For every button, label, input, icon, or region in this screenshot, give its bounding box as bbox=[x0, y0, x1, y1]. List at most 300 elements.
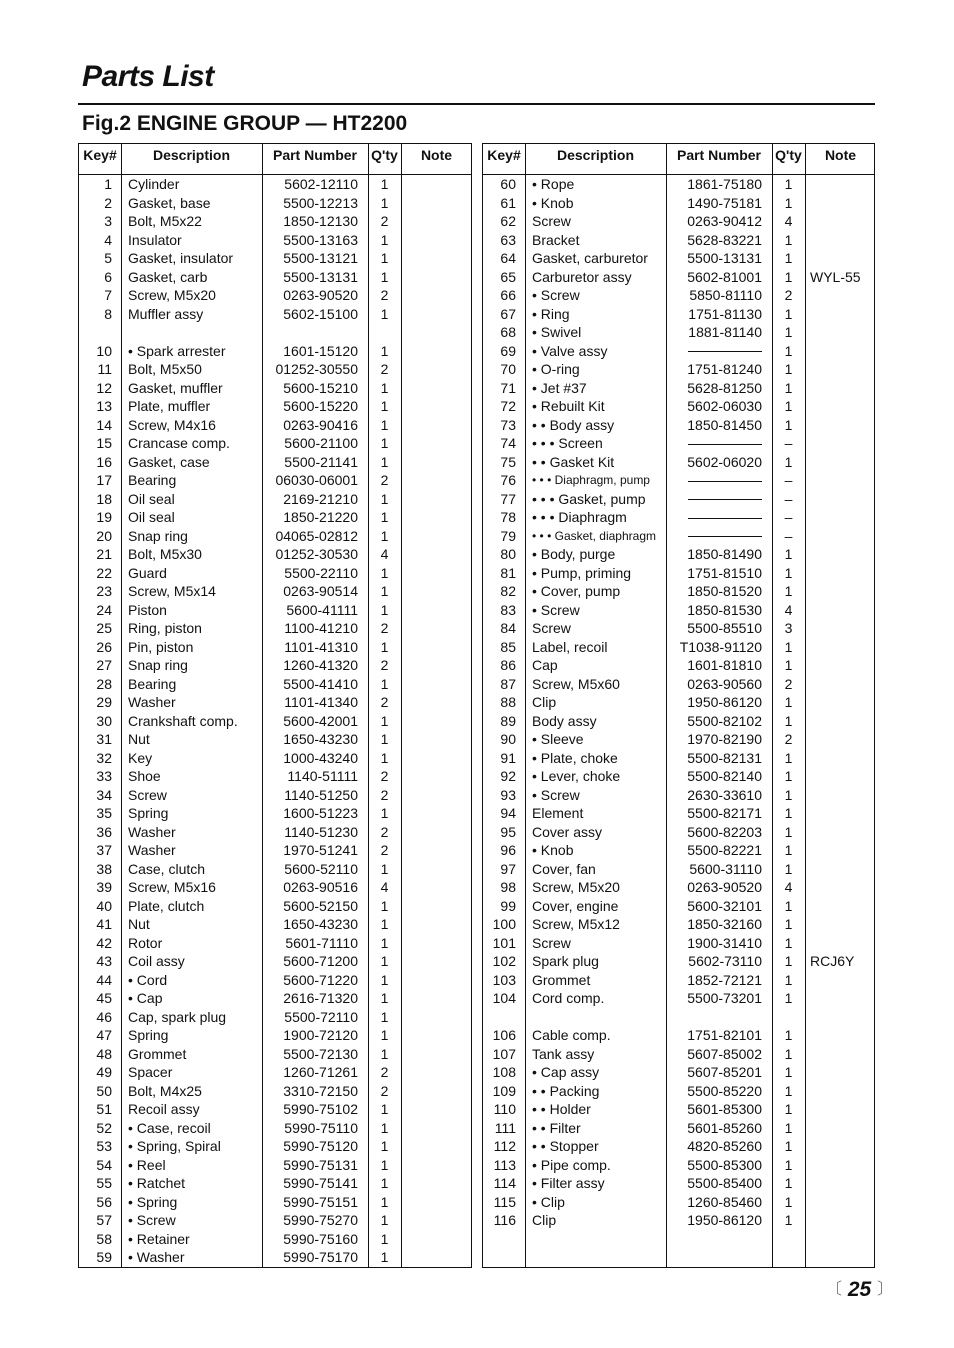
cell-key: 101 bbox=[492, 934, 516, 951]
cell-description: Plate, clutch bbox=[128, 897, 205, 914]
cell-description: Screw, M5x14 bbox=[128, 583, 216, 599]
cell-key: 104 bbox=[492, 990, 516, 1006]
cell-description: Crancase comp. bbox=[128, 435, 230, 451]
cell-part-number: 5500-85220 bbox=[687, 1082, 762, 1099]
cell-description: • • Gasket Kit bbox=[532, 453, 615, 470]
cell-quantity: 1 bbox=[380, 934, 389, 951]
parts-table-left bbox=[78, 143, 472, 1268]
cell-part-number bbox=[666, 471, 762, 490]
cell-description: • Valve assy bbox=[532, 342, 608, 359]
table-row bbox=[483, 675, 874, 694]
cell-quantity: 1 bbox=[784, 934, 793, 951]
table-row bbox=[483, 730, 874, 749]
cell-key: 108 bbox=[492, 1064, 516, 1080]
cell-part-number: 5602-06030 bbox=[687, 398, 762, 414]
cell-part-number: 5628-83221 bbox=[687, 231, 762, 248]
cell-part-number bbox=[666, 490, 762, 509]
cell-part-number: 0263-90412 bbox=[687, 213, 762, 229]
table-row bbox=[483, 712, 874, 731]
cell-note: WYL-55 bbox=[810, 268, 861, 285]
cell-key: 22 bbox=[96, 564, 112, 581]
cell-description: • Retainer bbox=[128, 1230, 190, 1247]
cell-part-number: 1260-71261 bbox=[283, 1064, 358, 1080]
cell-part-number: 3310-72150 bbox=[283, 1082, 358, 1099]
cell-quantity: 1 bbox=[380, 1119, 389, 1136]
cell-description: Spacer bbox=[128, 1064, 173, 1080]
table-row bbox=[483, 1119, 874, 1138]
cell-description: Spark plug bbox=[532, 953, 599, 969]
cell-key: 3 bbox=[104, 213, 112, 229]
cell-description: Crankshaft comp. bbox=[128, 712, 238, 729]
cell-part-number: 5990-75110 bbox=[284, 1119, 358, 1136]
cell-description: Bolt, M5x30 bbox=[128, 546, 202, 562]
cell-description: Gasket, case bbox=[128, 453, 210, 470]
cell-part-number: 1850-12130 bbox=[283, 213, 358, 229]
cell-key: 57 bbox=[96, 1212, 112, 1228]
cell-quantity: 1 bbox=[784, 564, 793, 581]
table-row bbox=[483, 1211, 874, 1230]
cell-key: 65 bbox=[500, 268, 516, 285]
cell-quantity: 1 bbox=[380, 1138, 389, 1154]
cell-key: 75 bbox=[500, 453, 516, 470]
cell-description: • Lever, choke bbox=[532, 768, 621, 784]
cell-quantity: 1 bbox=[380, 1027, 389, 1043]
cell-key: 27 bbox=[96, 657, 112, 673]
cell-quantity: 2 bbox=[784, 675, 793, 692]
table-row bbox=[483, 971, 874, 990]
cell-part-number: 1490-75181 bbox=[687, 194, 762, 211]
table-row bbox=[79, 1230, 471, 1249]
cell-part-number: 5607-85002 bbox=[687, 1045, 762, 1062]
table-row bbox=[79, 767, 471, 786]
cell-quantity: 2 bbox=[380, 361, 389, 377]
cell-key: 86 bbox=[500, 657, 516, 673]
cell-quantity: 2 bbox=[380, 620, 389, 636]
cell-description: Oil seal bbox=[128, 509, 175, 525]
cell-key: 48 bbox=[96, 1045, 112, 1062]
cell-key: 72 bbox=[500, 398, 516, 414]
cell-key: 34 bbox=[96, 786, 112, 803]
cell-key: 30 bbox=[96, 712, 112, 729]
cell-key: 113 bbox=[493, 1156, 516, 1173]
cell-key: 8 bbox=[104, 305, 112, 322]
table-row bbox=[79, 860, 471, 879]
cell-key: 12 bbox=[96, 379, 112, 396]
cell-quantity: 2 bbox=[380, 472, 389, 488]
cell-part-number: 5500-41410 bbox=[283, 675, 358, 692]
table-row bbox=[483, 1026, 874, 1045]
cell-description: • Jet #37 bbox=[532, 379, 587, 396]
cell-description: • Swivel bbox=[532, 324, 582, 340]
cell-key: 18 bbox=[96, 490, 112, 507]
table-row bbox=[483, 527, 874, 546]
cell-description: Screw, M4x16 bbox=[128, 416, 216, 433]
cell-description: Cap, spark plug bbox=[128, 1008, 227, 1025]
page-number-value: 25 bbox=[847, 1278, 872, 1301]
cell-key: 1 bbox=[104, 176, 112, 192]
table-row bbox=[79, 1026, 471, 1045]
cell-part-number: 1850-32160 bbox=[687, 916, 762, 932]
cell-key: 39 bbox=[96, 879, 112, 895]
cell-quantity: 1 bbox=[784, 231, 793, 248]
cell-description: • • Filter bbox=[532, 1119, 581, 1136]
cell-part-number: 1850-81450 bbox=[687, 416, 762, 433]
table-row bbox=[79, 1100, 471, 1119]
cell-description: Gasket, base bbox=[128, 194, 211, 211]
table-row bbox=[79, 564, 471, 583]
cell-description: • Plate, choke bbox=[532, 749, 618, 766]
cell-quantity: 1 bbox=[784, 749, 793, 766]
cell-description: Gasket, insulator bbox=[128, 250, 234, 266]
cell-part-number: 1751-81510 bbox=[687, 564, 762, 581]
cell-key: 5 bbox=[104, 250, 112, 266]
cell-key: 28 bbox=[96, 675, 112, 692]
cell-description: Label, recoil bbox=[532, 638, 608, 655]
table-row bbox=[79, 527, 471, 546]
cell-description: • Case, recoil bbox=[128, 1119, 211, 1136]
cell-part-number: 1650-43230 bbox=[283, 916, 358, 932]
cell-quantity: 1 bbox=[784, 657, 793, 673]
cell-description: Snap ring bbox=[128, 657, 188, 673]
cell-part-number: 1601-15120 bbox=[283, 342, 358, 359]
cell-key: 31 bbox=[96, 731, 112, 747]
cell-description: • • • Gasket, diaphragm bbox=[532, 528, 656, 543]
bracket-open: 〔 bbox=[826, 1281, 843, 1298]
cell-quantity: 1 bbox=[380, 1156, 389, 1173]
cell-part-number: 4820-85260 bbox=[687, 1138, 762, 1154]
cell-description: Coil assy bbox=[128, 953, 185, 969]
cell-quantity: 1 bbox=[380, 731, 389, 747]
cell-description: Gasket, carb bbox=[128, 268, 208, 285]
cell-description: Screw, M5x60 bbox=[532, 675, 620, 692]
cell-key: 42 bbox=[96, 934, 112, 951]
cell-description: • Body, purge bbox=[532, 546, 616, 562]
cell-part-number: 1850-81520 bbox=[687, 583, 762, 599]
cell-description: • • • Diaphragm bbox=[532, 509, 627, 525]
cell-description: • Spark arrester bbox=[128, 342, 226, 359]
table-row bbox=[483, 434, 874, 453]
cell-part-number: 1101-41340 bbox=[284, 694, 358, 710]
cell-key: 32 bbox=[96, 749, 112, 766]
cell-part-number: 06030-06001 bbox=[275, 472, 358, 488]
cell-quantity: 1 bbox=[784, 176, 793, 192]
cell-key: 60 bbox=[500, 176, 516, 192]
cell-key: 79 bbox=[500, 527, 516, 544]
cell-part-number: 5602-73110 bbox=[688, 953, 762, 969]
cell-key: 11 bbox=[97, 361, 112, 377]
cell-part-number: 1970-51241 bbox=[283, 842, 358, 858]
cell-description: • Spring, Spiral bbox=[128, 1138, 221, 1154]
cell-part-number: 5500-85300 bbox=[687, 1156, 762, 1173]
cell-quantity: 1 bbox=[784, 842, 793, 858]
cell-key: 56 bbox=[96, 1193, 112, 1210]
cell-quantity: 2 bbox=[380, 287, 389, 303]
cell-quantity: 2 bbox=[784, 287, 793, 303]
cell-description: Screw bbox=[128, 786, 167, 803]
cell-part-number: 1850-81530 bbox=[687, 601, 762, 618]
cell-part-number: 5500-13121 bbox=[283, 250, 358, 266]
cell-part-number: 5500-82131 bbox=[687, 749, 762, 766]
table-row bbox=[79, 1193, 471, 1212]
cell-description: Muffler assy bbox=[128, 305, 204, 322]
cell-quantity: 1 bbox=[784, 1138, 793, 1154]
cell-part-number: 5601-85260 bbox=[687, 1119, 762, 1136]
cell-quantity: 2 bbox=[380, 694, 389, 710]
cell-key: 50 bbox=[96, 1082, 112, 1099]
cell-part-number: 1881-81140 bbox=[688, 324, 762, 340]
cell-key: 114 bbox=[493, 1175, 516, 1191]
cell-key: 25 bbox=[96, 620, 112, 636]
cell-description: • Rope bbox=[532, 176, 575, 192]
cell-key: 84 bbox=[500, 620, 516, 636]
cell-quantity: 1 bbox=[380, 601, 389, 618]
blank-part-number-line bbox=[688, 518, 762, 519]
table-row bbox=[79, 619, 471, 638]
blank-part-number-line bbox=[688, 444, 762, 445]
column-header: Key# bbox=[487, 147, 521, 163]
cell-description: • Rebuilt Kit bbox=[532, 398, 605, 414]
cell-key: 51 bbox=[96, 1101, 112, 1117]
cell-part-number: 5990-75131 bbox=[283, 1156, 358, 1173]
cell-key: 6 bbox=[104, 268, 112, 285]
cell-part-number: 2169-21210 bbox=[283, 490, 358, 507]
cell-description: • Cap bbox=[128, 990, 163, 1006]
cell-quantity: 1 bbox=[784, 416, 793, 433]
cell-description: Screw, M5x16 bbox=[128, 879, 216, 895]
cell-part-number: 1751-82101 bbox=[687, 1027, 762, 1043]
table-row bbox=[483, 323, 874, 342]
table-row bbox=[79, 1174, 471, 1193]
column-header: Part Number bbox=[676, 147, 762, 163]
cell-description: Cord comp. bbox=[532, 990, 605, 1006]
cell-part-number: 5500-12213 bbox=[283, 194, 358, 211]
cell-part-number: 5990-75160 bbox=[283, 1230, 358, 1247]
cell-part-number: 01252-30550 bbox=[275, 361, 358, 377]
blank-part-number-line bbox=[688, 481, 762, 482]
table-row bbox=[483, 989, 874, 1008]
cell-key: 35 bbox=[96, 805, 112, 821]
cell-key: 100 bbox=[492, 916, 516, 932]
cell-description: Carburetor assy bbox=[532, 268, 632, 285]
cell-key: 45 bbox=[96, 990, 112, 1006]
table-row bbox=[483, 1100, 874, 1119]
cell-part-number: 5600-71200 bbox=[283, 953, 358, 969]
cell-part-number: 1100-41210 bbox=[284, 620, 358, 636]
cell-key: 36 bbox=[96, 823, 112, 840]
cell-quantity: 1 bbox=[380, 1230, 389, 1247]
cell-description: • • Body assy bbox=[532, 416, 615, 433]
cell-quantity: 1 bbox=[784, 583, 793, 599]
cell-quantity: 1 bbox=[784, 305, 793, 322]
table-row bbox=[79, 397, 471, 416]
cell-description: Screw, M5x20 bbox=[532, 879, 620, 895]
cell-part-number: 5990-75270 bbox=[283, 1212, 358, 1228]
cell-description: Gasket, muffler bbox=[128, 379, 223, 396]
cell-key: 69 bbox=[500, 342, 516, 359]
cell-key: 99 bbox=[500, 897, 516, 914]
cell-key: 74 bbox=[500, 435, 516, 451]
page-title: Parts List bbox=[82, 60, 214, 93]
cell-quantity: – bbox=[784, 527, 793, 544]
cell-quantity: 1 bbox=[380, 509, 389, 525]
cell-description: • Sleeve bbox=[532, 731, 584, 747]
cell-key: 96 bbox=[500, 842, 516, 858]
cell-part-number: 5500-82102 bbox=[687, 712, 762, 729]
table-row bbox=[79, 656, 471, 675]
cell-description: Bracket bbox=[532, 231, 580, 248]
table-row bbox=[483, 342, 874, 361]
cell-part-number: 5600-31110 bbox=[689, 860, 762, 877]
table-row bbox=[79, 749, 471, 768]
cell-part-number: T1038-91120 bbox=[679, 638, 762, 655]
cell-part-number: 0263-90560 bbox=[687, 675, 762, 692]
table-row bbox=[79, 249, 471, 268]
cell-quantity: 1 bbox=[784, 823, 793, 840]
table-row bbox=[79, 971, 471, 990]
table-row bbox=[483, 286, 874, 305]
cell-description: Ring, piston bbox=[128, 620, 202, 636]
cell-key: 59 bbox=[96, 1249, 112, 1265]
cell-quantity: 1 bbox=[380, 490, 389, 507]
table-row bbox=[79, 268, 471, 287]
table-row bbox=[79, 490, 471, 509]
cell-quantity: 4 bbox=[784, 213, 793, 229]
cell-key: 90 bbox=[500, 731, 516, 747]
blank-part-number-line bbox=[688, 499, 762, 500]
table-row bbox=[79, 416, 471, 435]
table-row bbox=[79, 638, 471, 657]
cell-key: 2 bbox=[104, 194, 112, 211]
table-row bbox=[79, 1063, 471, 1082]
cell-key: 89 bbox=[500, 712, 516, 729]
table-row bbox=[79, 582, 471, 601]
cell-key: 102 bbox=[492, 953, 516, 969]
cell-quantity: 2 bbox=[380, 213, 389, 229]
cell-description: Spring bbox=[128, 1027, 169, 1043]
cell-key: 112 bbox=[493, 1138, 516, 1154]
cell-quantity: 1 bbox=[784, 916, 793, 932]
table-row bbox=[483, 194, 874, 213]
cell-part-number: 5601-85300 bbox=[687, 1101, 762, 1117]
cell-quantity: 1 bbox=[784, 897, 793, 914]
cell-key: 83 bbox=[500, 601, 516, 618]
cell-quantity: 1 bbox=[784, 398, 793, 414]
cell-quantity: 1 bbox=[380, 990, 389, 1006]
table-row bbox=[483, 564, 874, 583]
cell-key: 10 bbox=[96, 342, 112, 359]
cell-key: 63 bbox=[500, 231, 516, 248]
cell-key: 47 bbox=[96, 1027, 112, 1043]
cell-key: 116 bbox=[493, 1212, 516, 1228]
cell-part-number bbox=[666, 527, 762, 546]
cell-description: Guard bbox=[128, 564, 167, 581]
cell-quantity: 1 bbox=[784, 342, 793, 359]
cell-description: Gasket, carburetor bbox=[532, 250, 648, 266]
cell-description: Screw bbox=[532, 934, 571, 951]
cell-description: • Knob bbox=[532, 194, 574, 211]
cell-key: 21 bbox=[96, 546, 112, 562]
cell-quantity: 1 bbox=[380, 435, 389, 451]
cell-description: Clip bbox=[532, 694, 557, 710]
table-row bbox=[79, 786, 471, 805]
cell-part-number: 0263-90520 bbox=[687, 879, 762, 895]
cell-quantity: 1 bbox=[380, 564, 389, 581]
table-row bbox=[79, 712, 471, 731]
column-header: Q'ty bbox=[371, 147, 398, 163]
cell-part-number: 1140-51250 bbox=[284, 786, 358, 803]
cell-key: 80 bbox=[500, 546, 516, 562]
table-row bbox=[79, 897, 471, 916]
cell-key: 77 bbox=[500, 490, 516, 507]
cell-part-number: 1950-86120 bbox=[687, 1212, 762, 1228]
cell-part-number: 2616-71320 bbox=[283, 990, 358, 1006]
cell-part-number: 0263-90516 bbox=[283, 879, 358, 895]
table-row bbox=[79, 1045, 471, 1064]
cell-description: Case, clutch bbox=[128, 860, 206, 877]
cell-key: 52 bbox=[96, 1119, 112, 1136]
cell-key: 17 bbox=[96, 472, 112, 488]
cell-part-number: 5600-21100 bbox=[284, 435, 358, 451]
cell-quantity: 1 bbox=[784, 1027, 793, 1043]
cell-part-number: 5500-13131 bbox=[283, 268, 358, 285]
cell-quantity: 1 bbox=[380, 583, 389, 599]
cell-description: Grommet bbox=[532, 971, 591, 988]
cell-description: Bearing bbox=[128, 675, 177, 692]
cell-part-number: 5500-13131 bbox=[687, 250, 762, 266]
table-row bbox=[483, 453, 874, 472]
table-row bbox=[79, 175, 471, 194]
cell-description: • Screw bbox=[532, 601, 580, 618]
cell-description: • • • Diaphragm, pump bbox=[532, 473, 650, 487]
cell-quantity: 1 bbox=[380, 453, 389, 470]
cell-quantity: 1 bbox=[380, 897, 389, 914]
table-row bbox=[79, 453, 471, 472]
cell-key: 40 bbox=[96, 897, 112, 914]
cell-part-number: 5500-73201 bbox=[687, 990, 762, 1006]
cell-quantity: 1 bbox=[380, 268, 389, 285]
cell-part-number: 01252-30530 bbox=[275, 546, 358, 562]
cell-quantity: 2 bbox=[380, 786, 389, 803]
cell-key: 70 bbox=[500, 361, 516, 377]
table-row bbox=[79, 231, 471, 250]
cell-key: 97 bbox=[500, 860, 516, 877]
cell-key: 88 bbox=[500, 694, 516, 710]
cell-part-number: 5990-75120 bbox=[283, 1138, 358, 1154]
cell-key: 62 bbox=[500, 213, 516, 229]
cell-quantity: 1 bbox=[784, 379, 793, 396]
cell-key: 115 bbox=[493, 1193, 516, 1210]
cell-part-number: 5500-82140 bbox=[687, 768, 762, 784]
cell-description: • • Stopper bbox=[532, 1138, 599, 1154]
cell-key: 29 bbox=[96, 694, 112, 710]
cell-description: Cylinder bbox=[128, 176, 180, 192]
cell-description: Cap bbox=[532, 657, 558, 673]
cell-description: Cable comp. bbox=[532, 1027, 611, 1043]
cell-key: 53 bbox=[96, 1138, 112, 1154]
cell-key: 73 bbox=[500, 416, 516, 433]
table-header bbox=[483, 144, 874, 175]
cell-part-number: 5500-82221 bbox=[687, 842, 762, 858]
cell-quantity: 1 bbox=[784, 712, 793, 729]
cell-part-number: 0263-90416 bbox=[283, 416, 358, 433]
cell-part-number: 5600-42001 bbox=[283, 712, 358, 729]
cell-key: 82 bbox=[500, 583, 516, 599]
cell-quantity: 1 bbox=[380, 1008, 389, 1025]
cell-quantity: 1 bbox=[380, 398, 389, 414]
table-row bbox=[79, 434, 471, 453]
cell-quantity: 2 bbox=[380, 842, 389, 858]
table-row bbox=[483, 1082, 874, 1101]
